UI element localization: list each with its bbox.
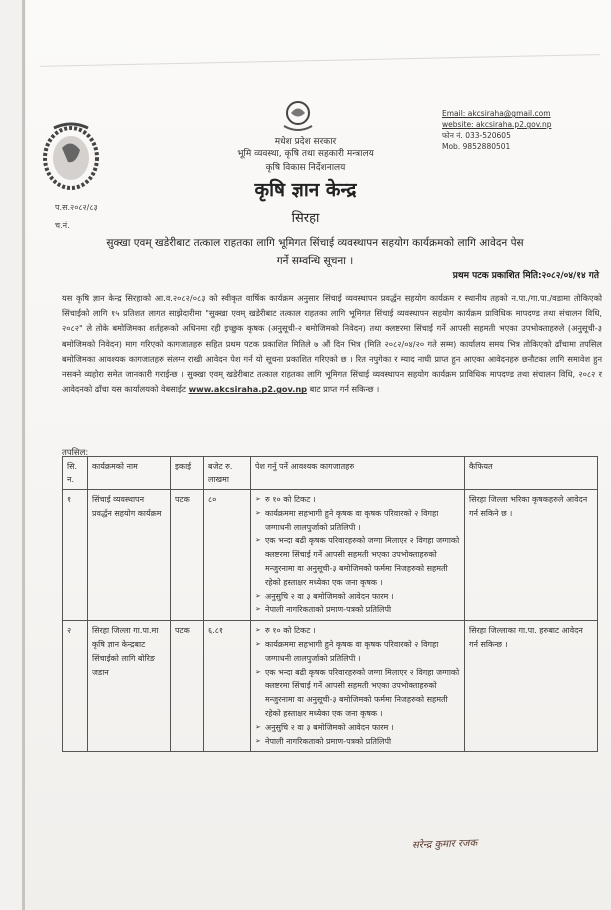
ministry-name: भूमि व्यवस्था, कृषि तथा सहकारी मन्त्रालय xyxy=(237,149,374,159)
document-item: ➢ कार्यक्रममा सहभागी हुने कृषक वा कृषक परिवारको २ विगहा जग्गाधनी लालपुर्जाको प्रतिलिपी । xyxy=(255,507,460,535)
document-item: ➢ एक भन्दा बढी कृषक परिवारहरुको जग्गा मिलाएर २ विगहा जग्गाको क्लष्टरमा सिंचाई गर्ने आपसी सहमती भएका उपभोक्ताहरुको मन्जुरनामा वा अनुसूची-३ बमोजिमको फर्ममा निजहरुको सहमती रहेको हस्ताक्षर मध्येका एक जना कृषक । xyxy=(255,666,460,721)
document-item: ➢ अनुसुचि २ वा ३ बमोजिमको आवेदन फारम । xyxy=(255,590,460,604)
cell-program: सिंचाई व्यवस्थापन प्रवर्द्धन सहयोग कार्यक्रम xyxy=(88,490,171,621)
notice-body-tail: बाट प्राप्त गर्न सकिन्छ । xyxy=(307,384,380,395)
contact-website[interactable]: website: akcsiraha.p2.gov.np xyxy=(442,120,552,129)
table-header-row xyxy=(63,457,598,490)
document-item: ➢ नेपाली नागरिकताको प्रमाण-पत्रको प्रतिलिपी xyxy=(255,735,460,749)
patra-sankhya: प.स.२०८२/८३ xyxy=(55,203,98,212)
office-title: कृषि ज्ञान केन्द्र xyxy=(254,179,357,201)
header-sn: सि. न. xyxy=(63,457,88,490)
signature: सरेन्द्र कुमार रजक xyxy=(411,837,478,852)
document-item: ➢ नेपाली नागरिकताको प्रमाण-पत्रको प्रतिलिपी xyxy=(255,603,460,617)
header-remarks: कैफियत xyxy=(465,457,598,490)
cell-remarks: सिरहा जिल्लाका गा.पा. हरुबाट आवेदन गर्न सकिन्छ । xyxy=(465,621,598,752)
directorate-name: कृषि विकास निर्देशनालय xyxy=(265,163,346,173)
document-item: ➢ एक भन्दा बढी कृषक परिवारहरुको जग्गा मिलाएर २ विगहा जग्गाको क्लष्टरमा सिंचाई गर्ने आपसी सहमती भएका उपभोक्ताहरुको मन्जुरनामा वा अनुसूची-३ बमोजिमको फर्ममा निजहरुको सहमती रहेको हस्ताक्षर मध्येका एक जना कृषक । xyxy=(255,534,460,589)
notice-body xyxy=(62,291,602,397)
requirements-table xyxy=(62,456,598,752)
document-item: ➢ कार्यक्रममा सहभागी हुने कृषक वा कृषक परिवारको २ विगहा जग्गाधनी लालपुर्जाको प्रतिलिपी । xyxy=(255,638,460,666)
header-unit: इकाई xyxy=(171,457,204,490)
cell-program: सिरहा जिल्ला गा.पा.मा कृषि ज्ञान केन्द्रबाट सिंचाईको लागि बोरिङ जडान xyxy=(88,621,171,752)
chalani-number: च.नं. xyxy=(55,221,70,230)
document-item: ➢ रु १० को टिकट । xyxy=(255,624,460,638)
province-emblem-icon xyxy=(278,98,318,134)
contact-block xyxy=(442,108,551,152)
province-name: मधेश प्रदेश सरकार xyxy=(274,137,337,147)
cell-documents xyxy=(251,621,465,752)
website-link[interactable]: www.akcsiraha.p2.gov.np xyxy=(188,384,308,395)
tapsil-label: तपसिल: xyxy=(62,448,89,458)
document-item: ➢ रु १० को टिकट । xyxy=(255,493,460,507)
header-program: कार्यक्रमको नाम xyxy=(88,457,171,490)
cell-budget: ८० xyxy=(204,490,251,621)
document-item: ➢ अनुसुचि २ वा ३ बमोजिमको आवेदन फारम । xyxy=(255,721,460,735)
office-location: सिरहा xyxy=(291,211,320,226)
header-budget: बजेट रु. लाखमा xyxy=(204,457,251,490)
header-documents: पेश गर्नु पर्ने आवश्यक कागजातहरु xyxy=(251,457,465,490)
subject-line-1: सुक्खा एवम् खडेरीबाट तत्काल राहतका लागि भूमिगत सिंचाई व्यवस्थापन सहयोग कार्यक्रमको लागि आवेदन पेस xyxy=(106,237,524,249)
cell-budget: ६.८१ xyxy=(204,621,251,752)
table-row xyxy=(63,490,598,621)
cell-sn: १ xyxy=(63,490,88,621)
cell-documents xyxy=(251,490,465,621)
contact-mobile: Mob. 9852880501 xyxy=(442,142,511,151)
subject-line-2: गर्ने सम्वन्धि सूचना । xyxy=(276,255,354,267)
contact-phone: फोन नं. 033-520605 xyxy=(442,131,511,140)
cell-remarks: सिरहा जिल्ला भरिका कृषकहरुले आवेदन गर्न सकिने छ । xyxy=(465,490,598,621)
publication-date: प्रथम पटक प्रकाशित मिति:२०८२/०४/१४ गते xyxy=(452,271,599,281)
cell-unit: पटक xyxy=(171,621,204,752)
cell-sn: २ xyxy=(63,621,88,752)
cell-unit: पटक xyxy=(171,490,204,621)
table-row xyxy=(63,621,598,752)
contact-email[interactable]: Email: akcsiraha@gmail.com xyxy=(442,109,551,118)
notice-body-text: यस कृषि ज्ञान केन्द्र सिरहाको आ.व.२०८२/०८३ को स्वीकृत वार्षिक कार्यक्रम अनुसार सिंचाई व्यवस्थापन प्रवर्द्धन सहयोग कार्यक्रम र स्थानीय तहको न.पा./गा.पा./वडामा तोकिएको सिंचाईको लागि १५ प्रतिशत लागत साझेदारीमा "सुक्खा एवम् खडेरीबाट तत्काल राहतका लागि भूमिगत सिंचाई व्यवस्थापन सहयोग कार्यक्रम प्राविधिक मापदण्ड तथा संचालन विधि, २०८२" ले तोके बमोजिमका शर्तहरूको अधिनमा रही इच्छुक कृषक (अनुसूची-२ बमोजिमको निवेदन) तथा क्लष्टरमा सिंचाई गर्ने आपसी सहमती भएका उपभोक्ताहरुले (अनुसूची-३ बमोजिमको निवेदन) माग गरिएको कागजातहरु सहित प्रथम पटक प्रकाशित मितिले ७ औं दिन भित्र (मिति २०८२/०४/२० गते सम्म) कार्यालय समय भित्र तोकिएको ढाँचामा तपसिल बमोजिमका आवश्यक कागजातहरु संलग्न राखी आवेदन पेश गर्न यो सूचना प्रकाशित गरिएको छ । रित नपुगेका र म्याद नाघी प्राप्त हुन आएका आवेदनहरु छनौटका लागि समावेश हुन नसक्ने व्यहोरा समेत जानकारी गराईन्छ । सुक्खा एवम् खडेरीबाट तत्काल राहतका लागि भूमिगत सिंचाई व्यवस्थापन सहयोग कार्यक्रम प्राविधिक मापदण्ड तथा संचालन विधि, २०८२ र आवेदनको ढाँचा यस कार्यालयको वेबसाईट xyxy=(62,293,602,395)
